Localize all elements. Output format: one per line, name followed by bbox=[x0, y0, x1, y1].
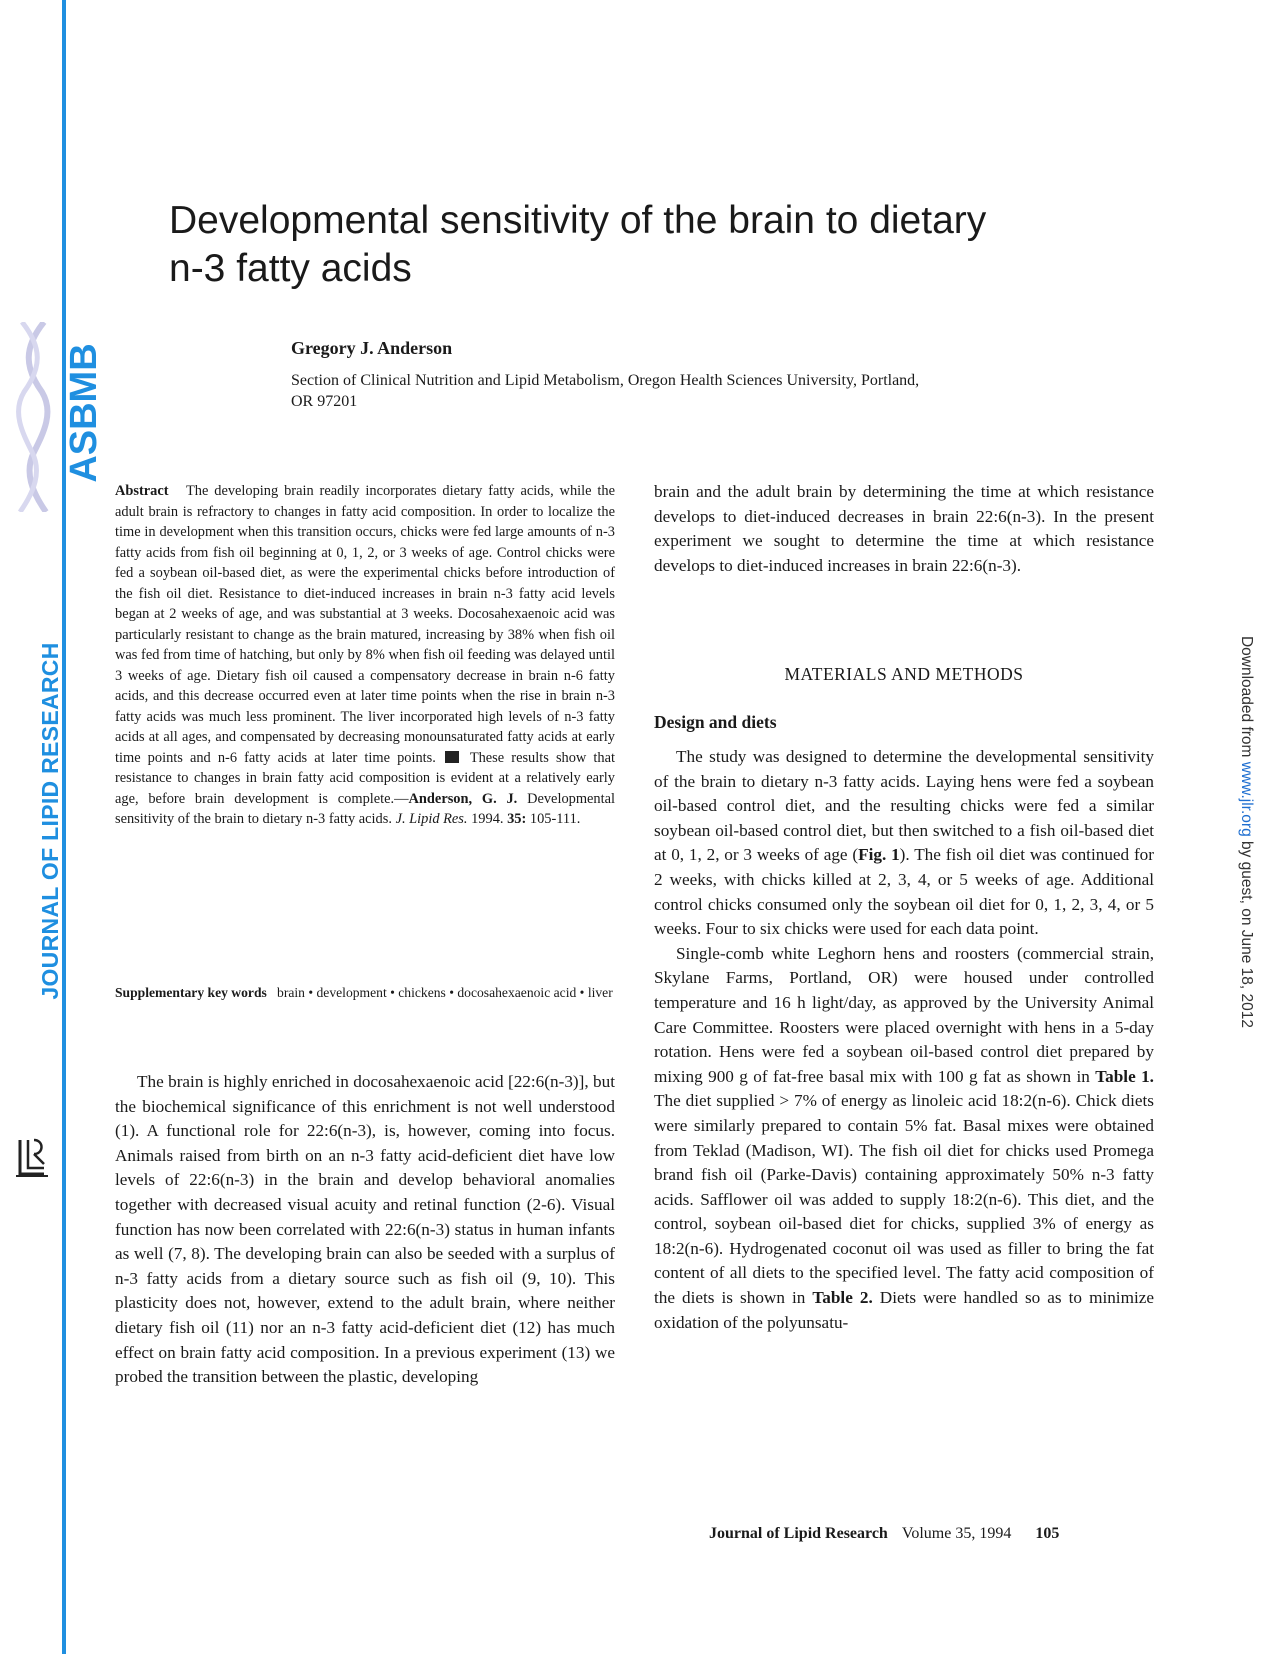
intro-continuation-text: brain and the adult brain by determining the time at which resistance develops to diet-induced decreases in brain 22:6(n-3). In the present experiment we sought to determine the time at which resistance develops to diet-induced increases in brain 22:6(n-3). bbox=[654, 482, 1154, 575]
journal-link[interactable]: www.jlr.org bbox=[1238, 761, 1255, 837]
citation-journal: J. Lipid Res. bbox=[395, 811, 468, 827]
author-name: Gregory J. Anderson bbox=[291, 338, 453, 358]
keywords-text: brain • development • chickens • docosahexaenoic acid • liver bbox=[277, 985, 613, 1000]
methods-paragraph-1 bbox=[654, 745, 1154, 942]
methods-paragraph-2 bbox=[654, 942, 1154, 1336]
title-line-1: Developmental sensitivity of the brain to dietary bbox=[169, 199, 987, 242]
citation-author: Anderson, G. J. bbox=[408, 790, 518, 807]
title-line-2: n-3 fatty acids bbox=[169, 247, 412, 290]
methods-p2-text-a: Single-comb white Leghorn hens and roosters (commercial strain, Skylane Farms, Portland, OR) were housed under controlled temperature and 16 h light/day, as approved by the University Animal Care Committee. Roosters were placed overnight with hens in a 5-day rotation. Hens were fed a soybean oil-based control diet prepared by mixing 900 g of fat-free basal mix with 100 g fat as shown in bbox=[654, 943, 1154, 1086]
keywords bbox=[115, 984, 615, 1002]
table-1-reference[interactable]: Table 1. bbox=[1095, 1066, 1154, 1086]
abstract-text-1: The developing brain readily incorporates dietary fatty acids, while the adult brain is refractory to changes in fatty acid composition. In order to localize the time in development when this transition occurs, chicks were fed large amounts of n-3 fatty acids from fish oil beginning at 0, 1, 2, or 3 weeks of age. Control chicks were fed a soybean oil-based diet, as were the experimental chicks before introduction of the fish oil diet. Resistance to diet-induced increases in brain n-3 fatty acid levels began at 2 weeks of age, and was substantial at 3 weeks. Docosahexaenoic acid was particularly resistant to change as the brain matured, increasing by 38% when fish oil was fed from time of hatching, but only by 8% when fish oil feeding was delayed until 3 weeks of age. Dietary fish oil caused a compensatory decrease in brain n-6 fatty acids, and this decrease occurred even at later time points when the rise in brain n-3 fatty acids was much less prominent. The liver incorporated high levels of n-3 fatty acids at all ages, and compensated by decreasing monounsaturated fatty acids at early time points and n-6 fatty acids at later time points. bbox=[115, 483, 615, 766]
article-title bbox=[169, 197, 1149, 293]
page-footer bbox=[709, 1525, 1059, 1543]
download-suffix: by guest, on June 18, 2012 bbox=[1238, 836, 1255, 1029]
citation-text: Developmental sensitivity of the brain to dietary n-3 fatty acids. bbox=[115, 790, 615, 827]
citation-volume: 35: bbox=[507, 811, 527, 827]
affiliation-line-1: Section of Clinical Nutrition and Lipid Metabolism, Oregon Health Sciences University, Portland, bbox=[291, 372, 920, 389]
citation-year: 1994. bbox=[467, 811, 508, 827]
download-notice bbox=[1234, 622, 1258, 1042]
citation-pages: 105-111. bbox=[526, 811, 581, 827]
abstract bbox=[115, 481, 615, 830]
table-2-reference[interactable]: Table 2. bbox=[812, 1288, 873, 1308]
affiliation-line-2: OR 97201 bbox=[291, 393, 358, 410]
methods-p2-text-c: Diets were handled so as to minimize oxidation of the polyunsatu- bbox=[654, 1288, 1154, 1332]
figure-1-reference[interactable]: Fig. 1 bbox=[858, 845, 900, 865]
footer-journal: Journal of Lipid Research bbox=[709, 1525, 888, 1542]
intro-continuation bbox=[654, 480, 1154, 578]
subsection-heading: Design and diets bbox=[654, 712, 777, 732]
keywords-label: Supplementary key words bbox=[115, 985, 267, 1000]
footer-page-number: 105 bbox=[1035, 1525, 1060, 1542]
intro-paragraph: The brain is highly enriched in docosahexaenoic acid [22:6(n-3)], but the biochemical significance of this enrichment is not well understood (1). A functional role for 22:6(n-3), is, however, coming into focus. Animals raised from birth on an n-3 fatty acid-deficient diet have low levels of 22:6(n-3) in the brain and develop behavioral anomalies together with decreased visual acuity and retinal function (2-6). Visual function has now been correlated with 22:6(n-3) status in human infants as well (7, 8). The developing brain can also be seeded with a surplus of n-3 fatty acids from a dietary source such as fish oil (9, 10). This plasticity does not, however, extend to the adult brain, where neither dietary fish oil (11) nor an n-3 fatty acid-deficient diet (12) has much effect on brain fatty acid composition. In a previous experiment (13) we probed the transition between the plastic, developing bbox=[115, 1072, 615, 1387]
download-prefix: Downloaded from bbox=[1238, 635, 1255, 762]
methods-p1-text-a: The study was designed to determine the developmental sensitivity of the brain to dietary n-3 fatty acids. Laying hens were fed a soybean oil-based control diet, and the resulting chicks were fed a similar soybean oil-based control diet, but then switched to a fish oil-based diet at 0, 1, 2, or 3 weeks of age ( bbox=[654, 747, 1154, 865]
affiliation bbox=[291, 370, 1111, 412]
methods-column bbox=[654, 745, 1154, 1335]
abstract-label: Abstract bbox=[115, 483, 169, 499]
methods-p1-text-b: ). The fish oil diet was continued for 2 weeks, with chicks killed at 2, 3, 4, or 5 weeks of age. Additional control chicks consumed only the soybean oil diet for 0, 1, 2, 3, 4, or 5 weeks. Four to six chicks were used for each data point. bbox=[654, 845, 1154, 939]
body-left-column bbox=[115, 1070, 615, 1390]
abstract-text-2: These results show that resistance to changes in brain fatty acid composition is evident at a relatively early age, before brain development is complete.— bbox=[115, 749, 615, 807]
methods-p2-text-b: The diet supplied > 7% of energy as linoleic acid 18:2(n-6). Chick diets were similarly prepared to contain 5% fat. Basal mixes were obtained from Teklad (Madison, WI). The fish oil diet for chicks used Promega brand fish oil (Parke-Davis) containing approximately 50% n-3 fatty acids. Safflower oil was added to supply 18:2(n-6). This diet, and the control, soybean oil-based diet for chicks, supplied 3% of energy as 18:2(n-6). Hydrogenated coconut oil was used as filler to bring the fat content of all diets to the specified level. The fatty acid composition of the diets is shown in bbox=[654, 1091, 1154, 1308]
book-icon bbox=[445, 751, 459, 763]
footer-volume: Volume 35, 1994 bbox=[901, 1525, 1012, 1542]
asbmb-ribbon-icon bbox=[14, 322, 52, 512]
journal-vertical-label: JOURNAL OF LIPID RESEARCH bbox=[37, 642, 63, 1000]
jlr-logo-icon bbox=[14, 1136, 52, 1180]
asbmb-logo: ASBMB bbox=[63, 343, 105, 483]
section-heading: MATERIALS AND METHODS bbox=[784, 664, 1024, 684]
